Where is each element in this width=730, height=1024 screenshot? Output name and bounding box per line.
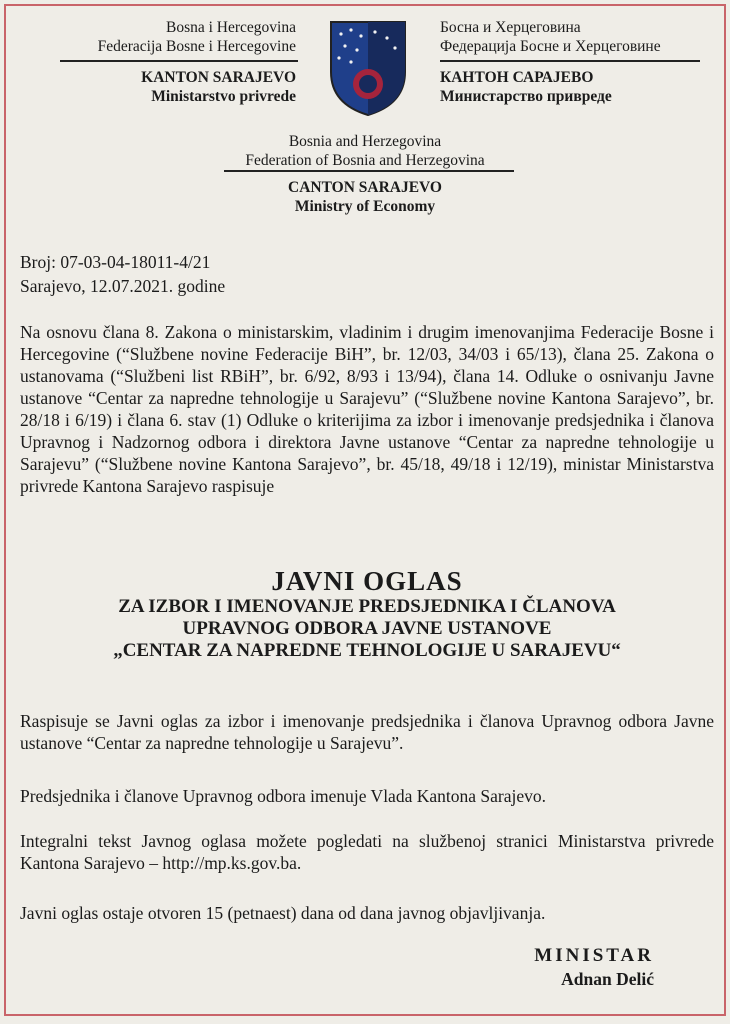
signature-block xyxy=(470,944,654,990)
reference-number: Broj: 07-03-04-18011-4/21 xyxy=(20,252,211,272)
header-right xyxy=(440,18,730,106)
header-center-ministry: Ministry of Economy xyxy=(294,198,436,215)
header-left-country: Bosna i Hercegovina xyxy=(166,19,296,36)
header-center xyxy=(190,132,540,170)
header-left-federation: Federacija Bosne i Hercegovine xyxy=(97,38,296,55)
body-paragraph-2: Predsjednika i članove Upravnog odbora imenuje Vlada Kantona Sarajevo. xyxy=(20,786,546,806)
header-center-bold xyxy=(190,178,540,216)
header-center-rule xyxy=(224,170,514,172)
header-right-federation: Федерација Босне и Херцеговине xyxy=(440,38,661,55)
body-paragraph-3: Integralni tekst Javnog oglasa možete pogledati na službenoj stranici Ministarstva privrede Kantona Sarajevo – http://mp.ks.gov.ba. xyxy=(20,831,714,873)
header-left xyxy=(10,18,296,106)
intro-paragraph: Na osnovu člana 8. Zakona o ministarskim, vladinim i drugim imenovanjima Federacije Bosne i Hercegovine (“Službene novine Federacije BiH”, br. 12/03, 34/03 i 65/13), člana 25. Zakona o ustanovama (“Službeni list RBiH”, br. 6/92, 8/93 i 13/94), člana 14. Odluke o osnivanju Javne ustanove “Centar za napredne tehnologije u Sarajevu” (“Službene novine Kantona Sarajevo”, br. 28/18 i 6/19) i člana 6. stav (1) Odluke o kriterijima za izbor i imenovanje predsjednika i članova Upravnog i Nadzornog odbora i direktora Javne ustanove “Centar za napredne tehnologije u Sarajevu” (“Službene novine Kantona Sarajevo”, br. 45/18, 49/18 i 12/19), ministar Ministarstva privrede Kantona Sarajevo raspisuje xyxy=(20,322,714,496)
title-main: JAVNI OGLAS xyxy=(271,566,463,596)
header-center-canton: CANTON SARAJEVO xyxy=(288,179,442,196)
reference-block xyxy=(20,250,225,298)
header-center-federation: Federation of Bosnia and Herzegovina xyxy=(245,152,485,169)
announcement-title xyxy=(20,566,714,662)
title-line-1: ZA IZBOR I IMENOVANJE PREDSJEDNIKA I ČLANOVA xyxy=(118,596,616,617)
header-right-canton: КАНТОН САРАЈЕВО xyxy=(440,69,594,86)
canton-crest-icon xyxy=(325,18,411,118)
title-line-2: UPRAVNOG ODBORA JAVNE USTANOVE xyxy=(182,618,552,639)
header-center-country: Bosnia and Herzegovina xyxy=(288,133,442,150)
header-left-rule xyxy=(60,60,298,62)
body-paragraph-1: Raspisuje se Javni oglas za izbor i imenovanje predsjednika i članova Upravnog odbora Javne ustanove “Centar za napredne tehnologije u Sarajevu”. xyxy=(20,711,714,753)
body-paragraph-4: Javni oglas ostaje otvoren 15 (petnaest) dana od dana javnog objavljivanja. xyxy=(20,903,546,923)
signature-name: Adnan Delić xyxy=(561,969,654,989)
header-right-country: Босна и Херцеговина xyxy=(440,19,581,36)
title-line-3: „CENTAR ZA NAPREDNE TEHNOLOGIJE U SARAJEVU“ xyxy=(113,640,621,661)
page-bottom-edge xyxy=(0,1002,730,1024)
header-left-canton: KANTON SARAJEVO xyxy=(141,69,296,86)
reference-date: Sarajevo, 12.07.2021. godine xyxy=(20,276,226,296)
header-right-rule xyxy=(440,60,700,62)
header-right-ministry: Министарство привреде xyxy=(440,88,612,105)
signature-role: MINISTAR xyxy=(534,945,654,966)
header-left-ministry: Ministarstvo privrede xyxy=(151,88,296,105)
